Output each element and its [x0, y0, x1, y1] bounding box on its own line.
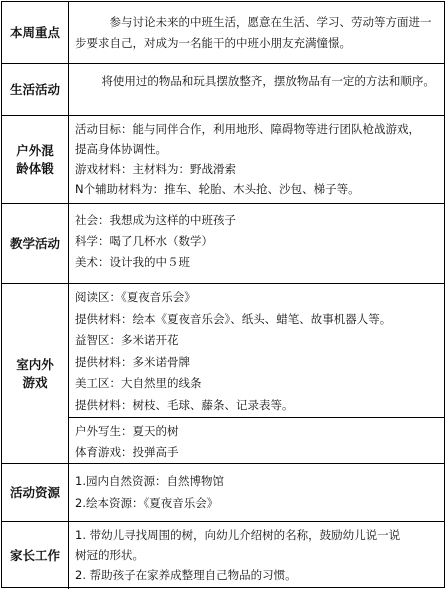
- label-daily-life: 生活活动: [2, 64, 69, 115]
- row-outdoor-exercise: [2, 116, 444, 204]
- outdoor-materials-main: 游戏材料：主材料为：野战滑索: [75, 162, 236, 176]
- label-teaching: 教学活动: [2, 204, 69, 283]
- teaching-social: 社会：我想成为这样的中班孩子: [75, 213, 236, 227]
- parent-work-item-2: 2. 帮助孩子在家养成整理自己物品的习惯。: [75, 568, 297, 582]
- puzzle-area-materials: 提供材料：多米诺骨牌: [75, 354, 190, 369]
- row-daily-life: [2, 64, 444, 116]
- resource-picture-book: 2.绘本资源：《夏夜音乐会》: [75, 496, 219, 510]
- row-games: [2, 284, 444, 464]
- reading-area: 阅读区：《夏夜音乐会》: [75, 290, 196, 304]
- teaching-science: 科学：喝了几杯水（数学）: [75, 234, 213, 248]
- label-resources: 活动资源: [2, 464, 69, 521]
- weekly-focus-text: 参与讨论未来的中班生活，愿意在生活、学习、劳动等方面进一步要求自己，对成为一名能干的中班小朋友充满憧憬。: [75, 15, 432, 50]
- teaching-art: 美术：设计我的中５班: [75, 255, 190, 269]
- outdoor-goal-line-1: 活动目标：能与同伴合作，利用地形、障碍物等进行团队枪战游戏，: [75, 122, 420, 136]
- outdoor-games-section: [69, 418, 444, 464]
- row-resources: [2, 464, 444, 522]
- indoor-games-section: [69, 284, 444, 418]
- row-teaching: [2, 204, 444, 284]
- resource-natural: 1.园内自然资源：自然博物馆: [75, 474, 224, 488]
- parent-work-item-1: 1. 带幼儿寻找周围的树，向幼儿介绍树的名称，鼓励幼儿说一说: [75, 528, 401, 542]
- label-games: 室内外 游戏: [2, 284, 69, 463]
- row-weekly-focus: [2, 2, 444, 64]
- reading-area-materials: 提供材料：绘本《夏夜音乐会》、纸头、蜡笔、故事机器人等。: [75, 311, 392, 326]
- label-outdoor-exercise: 户外混 龄体锻: [2, 116, 69, 203]
- outdoor-materials-aux: N个辅助材料为：推车、轮胎、木头抢、沙包、梯子等。: [75, 182, 360, 196]
- art-area: 美工区：大自然里的线条: [75, 376, 202, 390]
- label-parent-work: 家长工作: [2, 522, 69, 589]
- outdoor-sketch: 户外写生：夏天的树: [75, 424, 179, 438]
- daily-life-text: 将使用过的物品和玩具摆放整齐，摆放物品有一定的方法和顺序。: [101, 74, 435, 88]
- art-area-materials: 提供材料：树枝、毛球、藤条、记录表等。: [75, 397, 294, 412]
- parent-work-item-1-cont: 树冠的形状。: [75, 548, 144, 562]
- row-parent-work: [2, 522, 444, 589]
- weekly-plan-table: [1, 1, 445, 588]
- outdoor-goal-line-2: 提高身体协调性。: [75, 142, 167, 156]
- label-weekly-focus: 本周重点: [2, 2, 69, 63]
- puzzle-area: 益智区：多米诺开花: [75, 333, 179, 347]
- sports-game: 体育游戏：投弹高手: [75, 445, 179, 459]
